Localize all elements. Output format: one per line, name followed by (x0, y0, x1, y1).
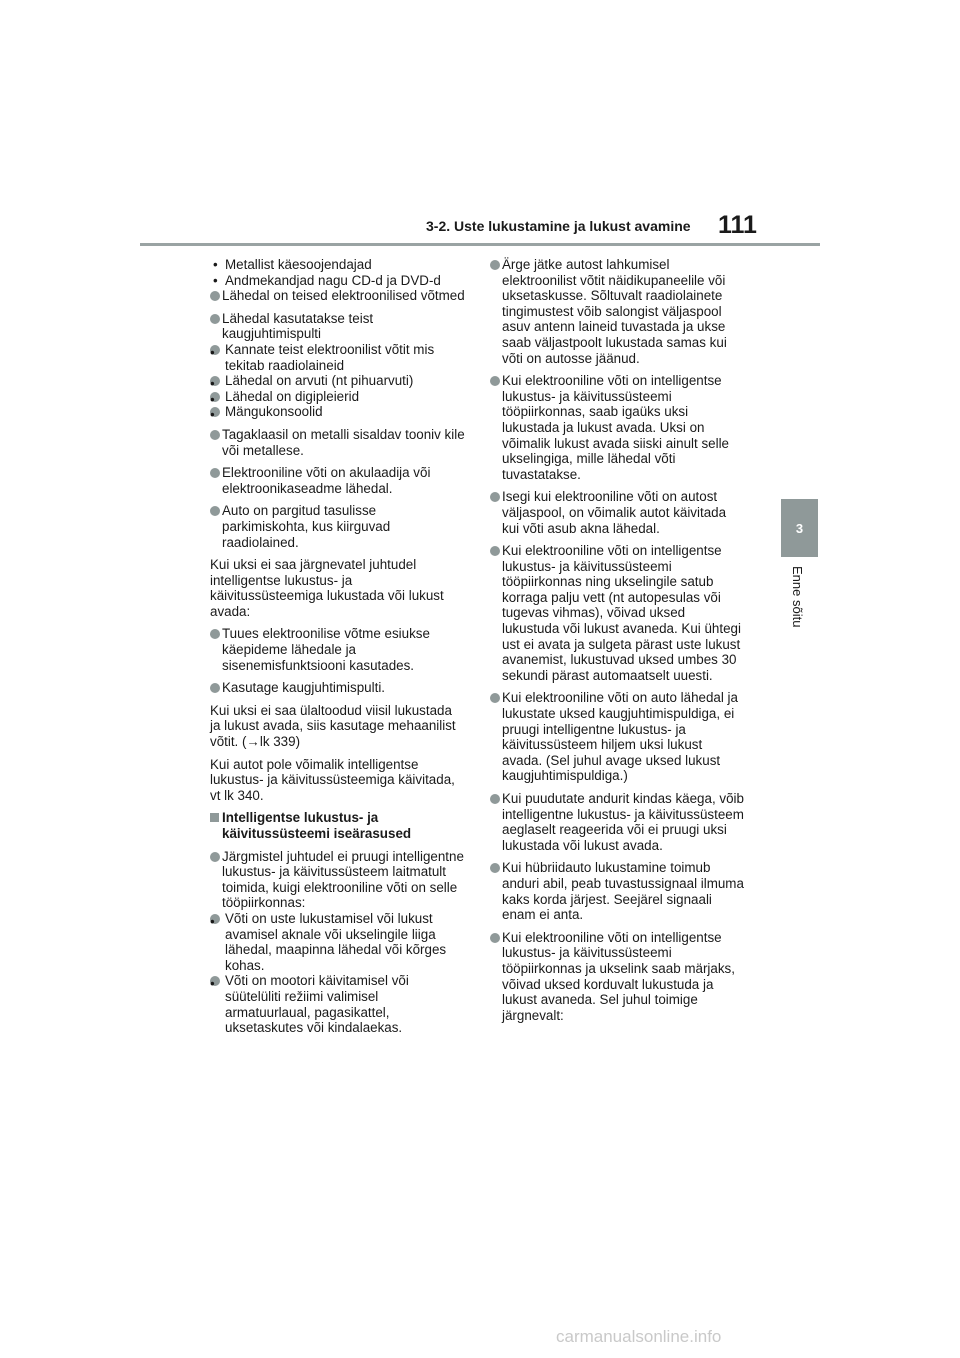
bullet-text: Järgmistel juhtudel ei pruugi intelligentne lukustus- ja käivitussüsteem laitmatult toimida, kuigi elektrooniline võti on selle tööpiirkonnas: (222, 848, 464, 911)
bullet-dot-icon (210, 852, 220, 862)
bullet-item (210, 465, 465, 496)
bullet-text: Ärge jätke autost lahkumisel elektroonilist võtit näidikupaneelile või uksetaskusse. Sõltuvalt raadiolainete tingimustest võib salongist väljaspool asuv antenn laineid tuvastada ja ukse saab väljastpoolt lukustada samas kui võti on autosse jäänud. (502, 257, 727, 366)
section-heading-text: Intelligentse lukustus- ja käivitussüsteemi iseärasused (222, 810, 412, 841)
sub-item-text: Võti on uste lukustamisel või lukust avamisel aknale või ukselingile liiga lähedal, maapinna lähedal või kõrges kohas. (225, 910, 447, 973)
bullet-dot-icon (490, 546, 500, 556)
running-header-title: 3-2. Uste lukustamine ja lukust avamine (426, 218, 691, 234)
bullet-text: Isegi kui elektrooniline võti on autost väljaspool, on võimalik autot käivitada kui võti asub akna lähedal. (502, 489, 727, 536)
bullet-dot-icon (210, 314, 220, 324)
bullet-dot-icon (490, 492, 500, 502)
bullet-item (490, 791, 745, 853)
header-divider (140, 243, 820, 246)
chapter-number: 3 (795, 520, 804, 536)
sub-item-text: Lähedal on digipleierid (225, 388, 360, 404)
bullet-item (490, 690, 745, 784)
bullet-dot-icon (490, 260, 500, 270)
bullet-dot-icon (210, 291, 220, 301)
section-heading (210, 810, 465, 841)
sub-item-text: Andmekandjad nagu CD-d ja DVD-d (225, 272, 441, 288)
bullet-dot-icon (210, 629, 220, 639)
bullet-text: Tuues elektroonilise võtme esiukse käepideme lähedale ja sisenemisfunktsiooni kasutades. (222, 626, 430, 673)
bullet-dot-icon (490, 376, 500, 386)
bullet-item (210, 849, 465, 1036)
paragraph: Kui autot pole võimalik intelligentse lukustus- ja käivitussüsteemiga käivitada, vt lk 340. (210, 756, 455, 803)
sub-item-text: Mängukonsoolid (225, 404, 323, 420)
bullet-text: Kasutage kaugjuhtimispulti. (222, 680, 386, 696)
bullet-item (210, 310, 465, 423)
bullet-text: Lähedal kasutatakse teist kaugjuhtimispulti (222, 310, 374, 342)
bullet-text: Kui elektrooniline võti on auto lähedal ja lukustate uksed kaugjuhtimispuldiga, ei pruugi intelligentne lukustus- ja käivitussüsteem hiljem uksi lukust avada. (Sel juhul avage uksed lukust kaugjuhtimispuldiga.) (502, 690, 738, 784)
sub-item-text: Võti on mootori käivitamisel või süütelüliti režiimi valimisel armatuurlaual, pagasikattel, uksetaskutes või kindalaekas. (225, 973, 409, 1036)
bullet-dot-icon (210, 430, 220, 440)
bullet-item (490, 930, 745, 1024)
paragraph: Kui uksi ei saa järgnevatel juhtudel intelligentse lukustus- ja käivitussüsteemiga lukustada või lukust avada: (210, 557, 444, 619)
sub-item-text: Metallist käesoojendajad (225, 257, 372, 272)
sub-item: • Lähedal on digipleierid (210, 388, 360, 407)
bullet-item (490, 489, 745, 536)
bullet-text: Auto on pargitud tasulisse parkimiskohta, kus kiirguvad raadiolained. (222, 503, 391, 550)
watermark: carmanualsonline.info (556, 1327, 722, 1346)
sub-item: • Kannate teist elektroonilist võtit mis tekitab raadiolaineid (210, 341, 435, 373)
bullet-item (490, 860, 745, 922)
chapter-tab (781, 499, 818, 557)
bullet-item (210, 427, 465, 458)
bullet-dot-icon (210, 506, 220, 516)
bullet-text: Kui hübriidauto lukustamine toimub anduri abil, peab tuvastussignaal ilmuma kaks korda järjest. Seejärel signaali enam ei anta. (502, 860, 744, 923)
paragraph: Kui uksi ei saa ülaltoodud viisil lukustada ja lukust avada, siis kasutage mehaanilist võtit. (→lk 339) (210, 702, 456, 750)
sub-item-text: Lähedal on arvuti (nt pihuarvuti) (225, 373, 414, 389)
right-column (490, 257, 745, 1030)
bullet-dot-icon (210, 683, 220, 693)
bullet-text: Elektrooniline võti on akulaadija või elektroonikaseadme lähedal. (222, 465, 431, 496)
sub-item: • Andmekandjad nagu CD-d ja DVD-d (213, 272, 441, 288)
sub-list (210, 911, 465, 1036)
sub-item-text: Kannate teist elektroonilist võtit mis tekitab raadiolaineid (225, 341, 435, 373)
bullet-item (210, 680, 465, 696)
sub-item: • Võti on uste lukustamisel või lukust avamisel aknale või ukselingile liiga lähedal, maapinna lähedal või kõrges kohas. (210, 910, 447, 973)
bullet-text: Lähedal on teised elektroonilised võtmed (222, 288, 465, 304)
sub-item: • Mängukonsoolid (210, 404, 323, 423)
square-marker-icon (210, 813, 219, 822)
bullet-text: Tagaklaasil on metalli sisaldav tooniv kile või metallese. (222, 426, 465, 458)
bullet-dot-icon (490, 693, 500, 703)
bullet-text: Kui elektrooniline võti on intelligentse lukustus- ja käivitussüsteemi tööpiirkonnas ning ukselingile satub korraga palju vett (nt autopesulas või tugevas vihmas), võivad uksed lukustuda või lukust avaneda. Kui ühtegi ust ei avata ja sulgeta pärast uste lukust avanemist, lukustuvad uksed umbes 30 sekundi pärast automaatselt uuesti. (502, 543, 741, 683)
sub-list (210, 341, 465, 423)
bullet-dot-icon (490, 794, 500, 804)
bullet-dot-icon (490, 933, 500, 943)
page-number: 111 (718, 211, 757, 239)
bullet-item (490, 543, 745, 683)
bullet-item (490, 373, 745, 482)
sub-item: • Võti on mootori käivitamisel või süütelüliti režiimi valimisel armatuurlaual, pagasikattel, uksetaskutes või kindalaekas. (210, 973, 409, 1036)
sub-list (210, 257, 465, 288)
bullet-item (490, 257, 745, 366)
bullet-dot-icon (490, 863, 500, 873)
bullet-text: Kui elektrooniline võti on intelligentse lukustus- ja käivitussüsteemi tööpiirkonnas ja ukselink saab märjaks, võivad uksed korduvalt lukustuda ja lukust avaneda. Sel juhul toimige järgnevalt: (502, 929, 735, 1023)
bullet-item (210, 503, 465, 550)
sub-item: • Metallist käesoojendajad (213, 257, 372, 272)
left-column (210, 257, 465, 1043)
bullet-dot-icon (210, 468, 220, 478)
bullet-text: Kui puudutate andurit kindas käega, võib intelligentne lukustus- ja käivitussüsteem aeglaselt reageerida või ei pruugi uksi lukustada või lukust avada. (502, 791, 744, 853)
sub-item: • Lähedal on arvuti (nt pihuarvuti) (210, 373, 414, 392)
bullet-item (210, 288, 465, 304)
chapter-side-label: Enne sõitu (790, 566, 805, 628)
bullet-text: Kui elektrooniline võti on intelligentse lukustus- ja käivitussüsteemi tööpiirkonnas, saab igaüks uksi lukustada ja lukust avada. Uksi on võimalik lukust avada siiski ainult selle ukselingiga, mille lähedal võti tuvastatakse. (502, 373, 729, 482)
bullet-item (210, 626, 465, 673)
